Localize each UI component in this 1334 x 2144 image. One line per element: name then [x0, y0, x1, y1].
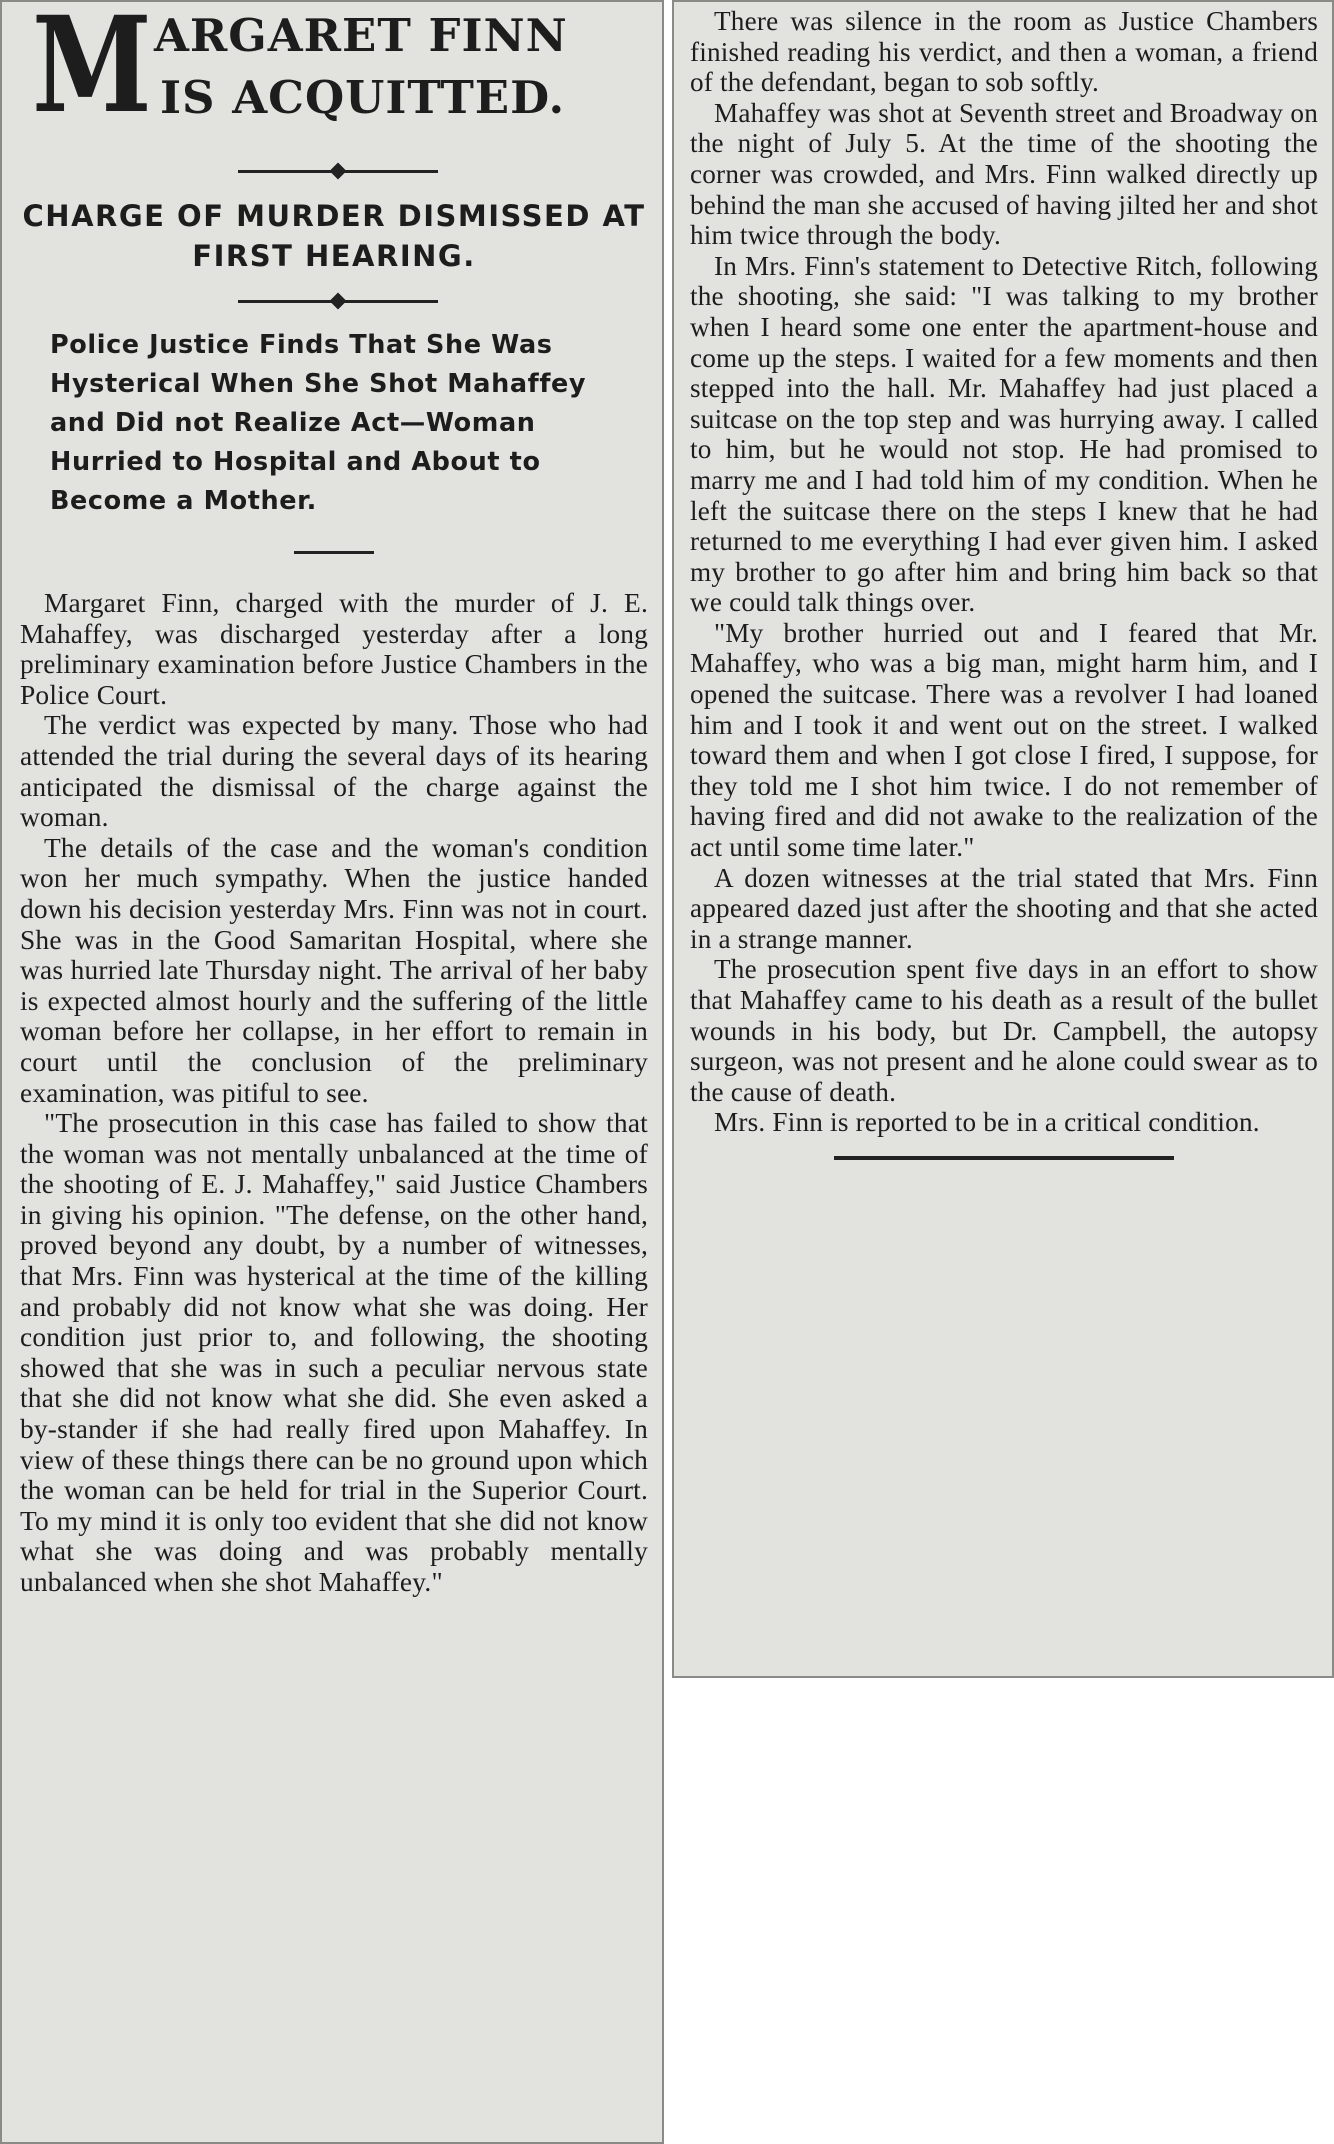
headline-line-1: ARGARET FINN [154, 9, 568, 62]
ornament-rule [20, 160, 648, 182]
headline-line-2: IS ACQUITTED. [160, 71, 566, 124]
headline-dropcap: M [32, 0, 151, 143]
ornament-rule [20, 290, 648, 312]
paragraph: There was silence in the room as Justice Chambers finished reading his verdict, and then a woman, a friend of the defendant, began to sob softly. [690, 6, 1318, 98]
subheadline: CHARGE OF MURDER DISMISSED AT FIRST HEARING. [22, 199, 646, 273]
headline [20, 0, 648, 146]
divider [294, 551, 374, 554]
article-column-2 [672, 0, 1334, 1678]
paragraph: Mrs. Finn is reported to be in a critical condition. [714, 1107, 1260, 1138]
paragraph: In Mrs. Finn's statement to Detective Ritch, following the shooting, she said: "I was talking to my brother when I heard some one enter the apartment-house and come up the steps. I waited for a few moments and then stepped into the hall. Mr. Mahaffey had just placed a suitcase on the top step and was hurrying away. I called to him, but he would not stop. He had promised to marry me and I had told him of my condition. When he left the suitcase there on the steps I knew that he had returned to me everything I had ever given him. I asked my brother to go after him and bring him back so that we could talk things over. [690, 250, 1318, 618]
paragraph: The prosecution spent five days in an effort to show that Mahaffey came to his death as a result of the bullet wounds in his body, but Dr. Campbell, the autopsy surgeon, was not present and he alone could swear as to the cause of death. [690, 954, 1318, 1107]
paragraph: A dozen witnesses at the trial stated that Mrs. Finn appeared dazed just after the shooting and that she acted in a strange manner. [690, 862, 1318, 954]
summary-deck: Police Justice Finds That She Was Hysterical When She Shot Mahaffey and Did not Realize Act—Woman Hurried to Hospital and About to Become a Mother. [50, 330, 587, 516]
paragraph: The details of the case and the woman's condition won her much sympathy. When the justice handed down his decision yesterday Mrs. Finn was not in court. She was in the Good Samaritan Hospital, where she was hurried late Thursday night. The arrival of her baby is expected almost hourly and the suffering of the little woman before her collapse, in her effort to remain in court until the conclusion of the preliminary examination, was pitiful to see. [20, 832, 648, 1108]
paragraph: Margaret Finn, charged with the murder of J. E. Mahaffey, was discharged yesterday after a long preliminary examination before Justice Chambers in the Police Court. [20, 588, 648, 710]
end-rule [834, 1156, 1174, 1160]
column-1-body [20, 588, 648, 1598]
article-column-1 [0, 0, 664, 2144]
paragraph: Mahaffey was shot at Seventh street and Broadway on the night of July 5. At the time of the shooting the corner was crowded, and Mrs. Finn walked directly up behind the man she accused of having jilted her and shot him twice through the body. [690, 97, 1318, 251]
paragraph: "The prosecution in this case has failed to show that the woman was not mentally unbalanced at the time of the shooting of E. J. Mahaffey," said Justice Chambers in giving his opinion. "The defense, on the other hand, proved beyond any doubt, by a number of witnesses, that Mrs. Finn was hysterical at the time of the killing and probably did not know what she was doing. Her condition just prior to, and following, the shooting showed that she was in such a peculiar nervous state that she did not know what she did. She even asked a by-stander if she had really fired upon Mahaffey. In view of these things there can be no ground upon which the woman can be held for trial in the Superior Court. To my mind it is only too evident that she did not know what she was doing and was probably mentally unbalanced when she shot Mahaffey." [20, 1108, 648, 1597]
column-2-body [690, 6, 1318, 1138]
paragraph: "My brother hurried out and I feared that Mr. Mahaffey, who was a big man, might harm him, and I opened the suitcase. There was a revolver I had loaned him and I took it and went out on the street. I walked toward them and when I got close I fired, I suppose, for they told me I shot him twice. I do not remember of having fired and did not awake to the realization of the act until some time later." [690, 617, 1318, 863]
paragraph: The verdict was expected by many. Those who had attended the trial during the several days of its hearing anticipated the dismissal of the charge against the woman. [20, 710, 648, 833]
